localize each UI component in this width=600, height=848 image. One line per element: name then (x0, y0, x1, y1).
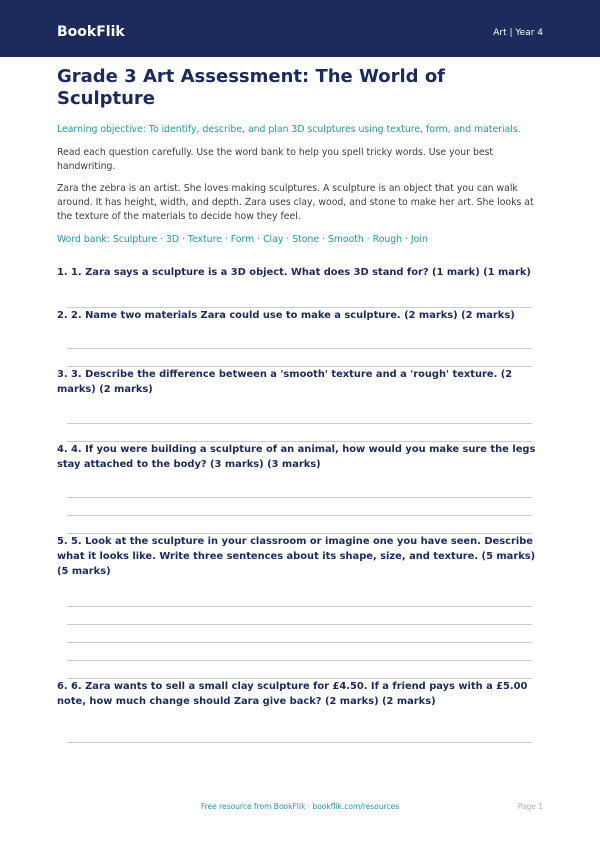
reading-passage: Zara the zebra is an artist. She loves making sculptures. A sculpture is an object that you can walk around. It has height, width, and depth. Zara uses clay, wood, and stone to make her art. She looks at the texture of the materials to decide how they feel. (57, 183, 534, 222)
question-4 (57, 442, 542, 534)
page-title: Grade 3 Art Assessment: The World of Sculpture (57, 66, 446, 109)
answer-line[interactable] (67, 660, 532, 661)
document-body (57, 66, 542, 743)
question-text: 5. 5. Look at the sculpture in your classroom or imagine one you have seen. Describe what it looks like. Write three sentences about its shape, size, and texture. (5 marks) (5 marks) (57, 536, 536, 577)
answer-line[interactable] (67, 742, 532, 743)
instructions: Read each question carefully. Use the word bank to help you spell tricky words. Use your best handwriting. (57, 147, 494, 172)
question-6 (57, 679, 542, 743)
answer-line[interactable] (67, 348, 532, 349)
footer-credit: Free resource from BookFlik · bookflik.com/resources (200, 802, 400, 811)
question-2 (57, 308, 542, 367)
answer-line[interactable] (67, 642, 532, 643)
answer-line[interactable] (67, 606, 532, 607)
answer-line[interactable] (67, 624, 532, 625)
page-footer (0, 802, 600, 816)
answer-line[interactable] (67, 423, 532, 424)
answer-line[interactable] (67, 497, 532, 498)
word-bank: Word bank: Sculpture · 3D · Texture · Form · Clay · Stone · Smooth · Rough · Join (57, 234, 428, 245)
page-number: Page 1 (517, 802, 543, 811)
question-1 (57, 265, 542, 308)
subject-year-label: Art | Year 4 (493, 28, 543, 38)
brand-logo: BookFlik (57, 24, 125, 40)
question-text: 3. 3. Describe the difference between a 'smooth' texture and a 'rough' texture. (2 marks) (2 marks) (57, 369, 513, 395)
learning-objective: Learning objective: To identify, describe, and plan 3D sculptures using texture, form, and materials. (57, 124, 521, 135)
question-5 (57, 534, 542, 679)
question-text: 2. 2. Name two materials Zara could use to make a sculpture. (2 marks) (2 marks) (57, 310, 515, 321)
question-text: 6. 6. Zara wants to sell a small clay sculpture for £4.50. If a friend pays with a £5.00 note, how much change should Zara give back? (2 marks) (2 marks) (57, 681, 528, 707)
answer-line[interactable] (67, 515, 532, 516)
page-header (0, 0, 600, 57)
question-text: 1. 1. Zara says a sculpture is a 3D object. What does 3D stand for? (1 mark) (1 mark) (57, 267, 531, 278)
question-text: 4. 4. If you were building a sculpture of an animal, how would you make sure the legs stay attached to the body? (3 marks) (3 marks) (57, 444, 536, 470)
question-3 (57, 367, 542, 442)
